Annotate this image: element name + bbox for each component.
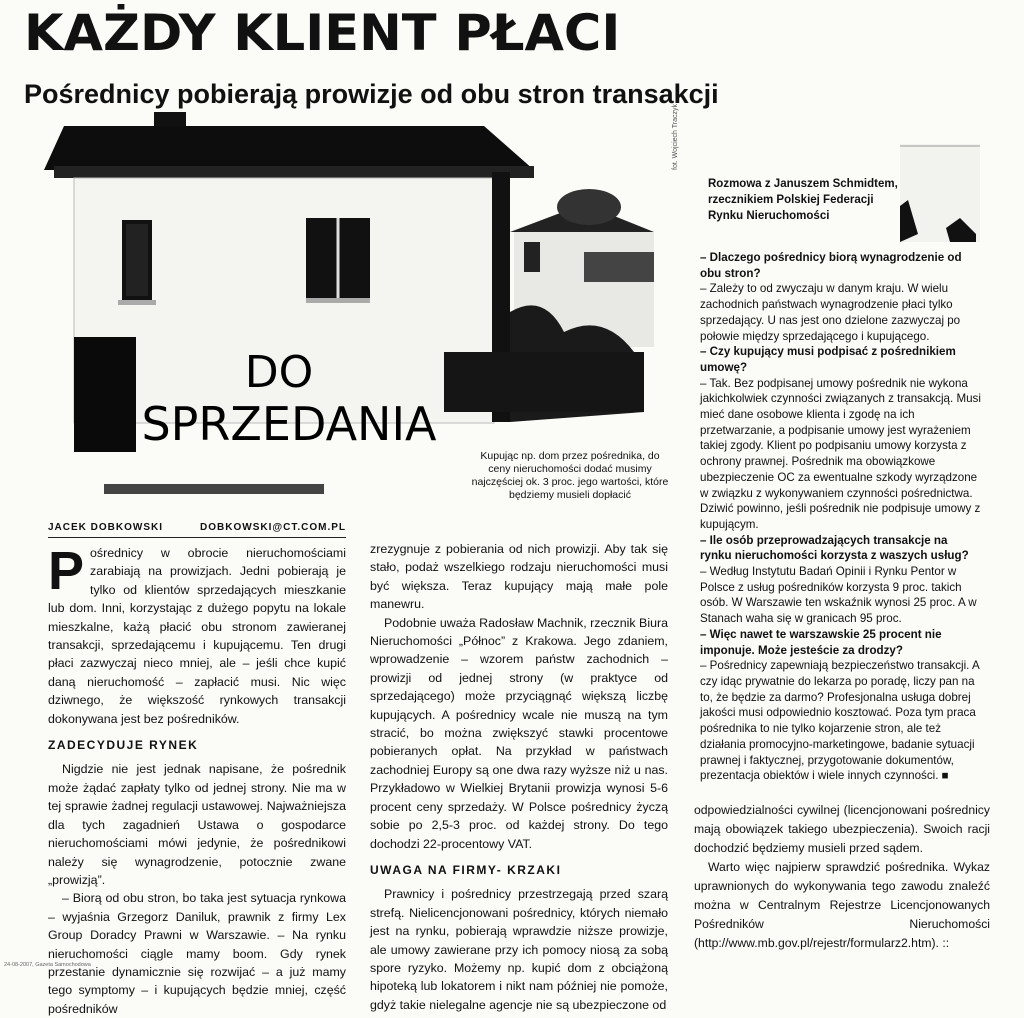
author-email: DOBKOWSKI@CT.COM.PL — [200, 522, 346, 533]
article-paragraph: Prawnicy i pośrednicy przestrzegają przed szarą strefą. Nielicencjonowani pośrednicy, których niemało jest na rynku, pobierają wprawdzie niższe prowizje, ale umowy zawierane przy ich pomocy niosą za sobą spore ryzyko. Możemy np. kupić dom z obciążoną hipoteką lub lokatorem i nikt nam później nie pomoże, gdyż takie nielegalne agencje nie są ubezpieczone od — [370, 887, 668, 1012]
subhead-uwaga: UWAGA NA FIRMY- KRZAKI — [370, 862, 562, 877]
author-name: JACEK DOBKOWSKI — [48, 522, 164, 533]
byline-rule — [48, 537, 346, 538]
interview-answer: – Zależy to od zwyczaju w danym kraju. W wielu zachodnich państwach wynagrodzenie płaci tylko sprzedający. U nas jest ono dzielone zazwyczaj po połowie między sprzedającego i kupującego. — [700, 282, 961, 343]
interview-answer: – Pośrednicy zapewniają bezpieczeństwo transakcji. A czy idąc prywatnie do lekarza po poradę, liczy pan na to, że będzie za darmo? Profesjonalna usługa dobrej jakości musi odpowiednio kosztować. Poza tym praca pośrednika to nie tylko kojarzenie stron, ale też działania promocyjno-marketingowe, badanie sytuacji prawnej i faktycznej, przygotowanie dokumentów, prezentacja obiektów i wiele innych czynności. ■ — [700, 659, 980, 783]
interview-question: – Czy kupujący musi podpisać z pośrednikiem umowę? — [700, 345, 956, 374]
sign-text-line2: SPRZEDANIA — [141, 397, 437, 451]
article-paragraph: odpowiedzialności cywilnej (licencjonowani pośrednicy mają obowiązek takiego ubezpieczenia). Swoich racji dochodzić będziemy musieli przed sądem. — [694, 803, 990, 855]
article-paragraph: Podobnie uważa Radosław Machnik, rzecznik Biura Nieruchomości „Północ” z Krakowa. Jego zdaniem, wprowadzenie – wzorem państw zachodnich – prowizji od jednej strony (w praktyce od sprzedającego) może przyciągnąć większą liczbę kupujących. A pośrednicy wcale nie muszą na tym stracić, bo można zwiększyć stawki procentowe pobieranych opłat. Na przykład w państwach zachodniej Europy są one dwa razy wyższe niż u nas. Przykładowo w Wielkiej Brytanii prowizja wynosi 5-6 procent ceny sprzedaży. W Polsce pośrednicy życzą sobie po 2,5-3 proc. od każdej strony. Do tego dochodzi 22-procentowy VAT. — [370, 615, 668, 851]
interview-answer: – Tak. Bez podpisanej umowy pośrednik nie wykona jakichkolwiek czynności związanych z transakcją. Musi mieć dane osobowe klienta i zgodę na ich przetwarzanie, a podpisanie umowy jest wyrażeniem takiej zgody. Klient po podpisaniu umowy korzysta z ochrony prawnej. Pośrednik ma obowiązkowe ubezpieczenie OC za ewentualne szkody wyrządzone w związku z wykonywaniem czynności pośrednictwa. Dziwić powinno, jeśli pośrednik nie podpisuje umowy z kupującym. — [700, 376, 981, 531]
portrait-image — [900, 144, 980, 242]
interview-question: – Dlaczego pośrednicy biorą wynagrodzenie od obu stron? — [700, 251, 962, 280]
photo-caption: Kupując np. dom przez pośrednika, do ceny nieruchomości dodać musimy najczęściej ok. 3 proc. jego wartości, które będziemy musieli dopłacić — [471, 450, 669, 501]
house-illustration — [44, 112, 674, 507]
byline — [48, 522, 346, 533]
interview-answer: – Według Instytutu Badań Opinii i Rynku Pentor w Polsce z usług pośredników korzysta 9 proc. takich osób. W Warszawie ten wskaźnik wynosi 25 proc. A w Stanach waha się w granicach 95 proc. — [700, 565, 977, 626]
article-paragraph: Nigdzie nie jest jednak napisane, że pośrednik może żądać zapłaty tylko od jednej strony. Nie ma w tej sprawie żadnej regulacji ustawowej. Najważniejsza dla tych zagadnień Ustawa o gospodarce nieruchomościami mówi jedynie, że pośrednikowi należy się wynagrodzenie, potocznie zwane „prowizją”. — [48, 762, 346, 887]
subhead-zadecyduje: ZADECYDUJE RYNEK — [48, 738, 199, 753]
drop-cap: P — [48, 541, 85, 601]
headline: KAŻDY KLIENT PŁACI — [24, 4, 621, 62]
interview-question: – Ile osób przeprowadzających transakcje na rynku nieruchomości korzysta z waszych usług? — [700, 533, 969, 563]
interviewee-portrait — [900, 144, 980, 242]
article-paragraph: Warto więc najpierw sprawdzić pośrednika. Wykaz uprawnionych do wykonywania tego zawodu znaleźć można w Centralnym Rejestrze Licencjonowanych Pośredników Nieruchomości (http://www.mb.gov.pl/rejestr/formularz2.htm). :: — [694, 860, 990, 950]
article-paragraph: – Biorą od obu stron, bo taka jest sytuacja rynkowa – wyjaśnia Grzegorz Daniluk, prawnik z firmy Lex Group Doradcy Prawni w Warszawie. – Na rynku nieruchomości ciągle mamy boom. Gdy rynek przestanie dynamicznie się rozwijać – a już mamy tego symptomy – i kupujących będzie mniej, część pośredników — [48, 891, 346, 1016]
article-column-2 — [370, 540, 668, 1014]
article-paragraph: zrezygnuje z pobierania od nich prowizji. Aby tak się stało, podaż wszelkiego rodzaju nieruchomości musi być większa. Teraz kupujący mają małe pole manewru. — [370, 542, 668, 612]
photo-credit: fot. Wojciech Traczyk — [672, 103, 679, 170]
lead-text: ośrednicy w obrocie nieruchomościami zarabiają na prowizjach. Jedni pobierają je tylko od klientów sprzedających mieszkanie lub dom. Inni, korzystając z dużego popytu na lokale mieszkalne, każą płacić obu stronom zawieranej transakcji, sprzedającemu i kupującemu. Ten drugi płaci zazwyczaj nieco mniej, ale – jeśli chce kupić daną nieruchomość – zapłacić musi. Nic więc dziwnego, że większość rynkowych transakcji dokonywana jest bez pośredników. — [48, 546, 346, 726]
page-footer: 24-08-2007, Gazeta Samochodowa — [4, 962, 91, 968]
interview-heading: Rozmowa z Januszem Schmidtem, rzecznikiem Polskiej Federacji Rynku Nieruchomości — [708, 178, 898, 222]
interview-question: – Więc nawet te warszawskie 25 procent nie imponuje. Może jesteście za drodzy? — [700, 627, 942, 657]
house-photo — [44, 112, 674, 507]
article-column-3 — [694, 801, 990, 953]
article-column-1 — [48, 541, 346, 1018]
interview-body — [700, 250, 982, 784]
lead-paragraph — [48, 541, 346, 728]
subtitle: Pośrednicy pobierają prowizje od obu stron transakcji — [24, 79, 719, 109]
sign-text-line1: DO — [244, 347, 314, 398]
